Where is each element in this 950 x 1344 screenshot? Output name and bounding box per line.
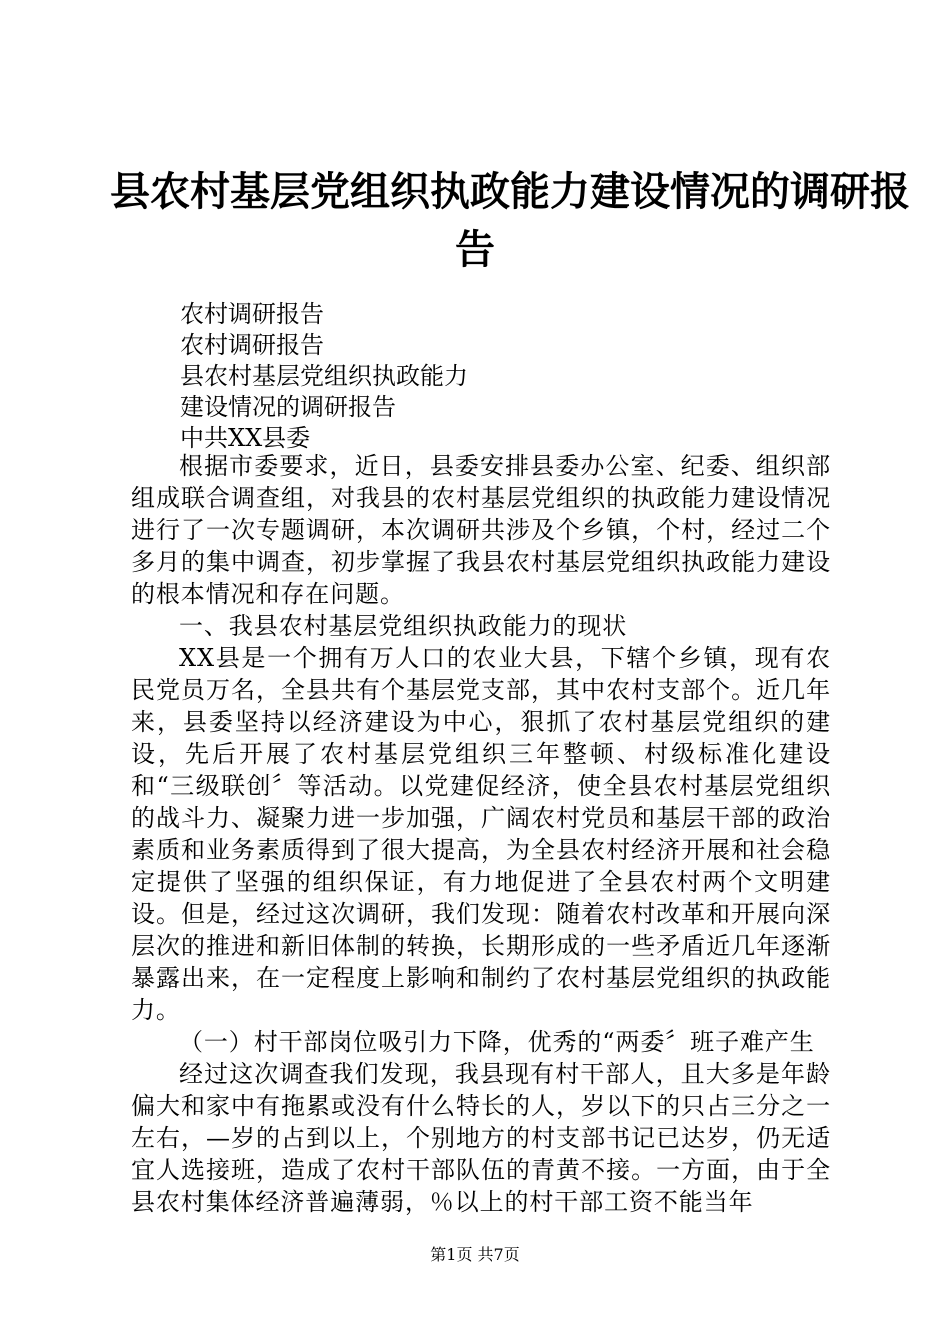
paragraph-county-overview: XX县是一个拥有万人口的农业大县，下辖个乡镇，现有农民党员万名，全县共有个基层党支部，其中农村支部个。近几年来，县委坚持以经济建设为中心，狠抓了农村基层党组织的建设，先后开展了农村基层党组织三年整顿、村级标准化建设和“三级联创〞等活动。以党建促经济，使全县农村基层党组织的战斗力、凝聚力进一步加强，广阔农村党员和基层干部的政治素质和业务素质得到了很大提高，为全县农村经济开展和社会稳定提供了坚强的组织保证，有力地促进了全县农村两个文明建设。但是，经过这次调研，我们发现：随着农村改革和开展向深层次的推进和新旧体制的转换，长期形成的一些矛盾近几年逐渐暴露出来，在一定程度上影响和制约了农村基层党组织的执政能力。 [131,644,831,1024]
page-footer: 第1页 共7页 [430,1245,520,1264]
section-heading-status: 一、我县农村基层党组织执政能力的现状 [179,612,628,640]
document-body [131,450,831,1218]
meta-line-category: 农村调研报告 [180,300,324,328]
document-title-line-2: 告 [455,226,495,273]
document-title-line-1: 县农村基层党组织执政能力建设情况的调研报 [110,168,910,215]
paragraph-intro: 根据市委要求，近日，县委安排县委办公室、纪委、组织部组成联合调查组，对我县的农村基层党组织的执政能力建设情况进行了一次专题调研，本次调研共涉及个乡镇，个村，经过二个多月的集中调查，初步掌握了我县农村基层党组织执政能力建设的根本情况和存在问题。 [131,452,831,608]
meta-line-subtitle-1: 县农村基层党组织执政能力 [180,362,468,390]
meta-line-author: 中共XX县委 [180,424,311,452]
subsection-heading-cadre-appeal: （一）村干部岗位吸引力下降，优秀的“两委〞班子难产生 [179,1028,815,1056]
meta-line-category-repeat: 农村调研报告 [180,331,324,359]
meta-line-subtitle-2: 建设情况的调研报告 [180,393,396,421]
paragraph-cadre-findings: 经过这次调查我们发现，我县现有村干部人，且大多是年龄偏大和家中有拖累或没有什么特长的人，岁以下的只占三分之一左右，—岁的占到以上，个别地方的村支部书记已达岁，仍无适宜人选接班，造成了农村干部队伍的青黄不接。一方面，由于全县农村集体经济普遍薄弱，％以上的村干部工资不能当年 [131,1060,831,1216]
